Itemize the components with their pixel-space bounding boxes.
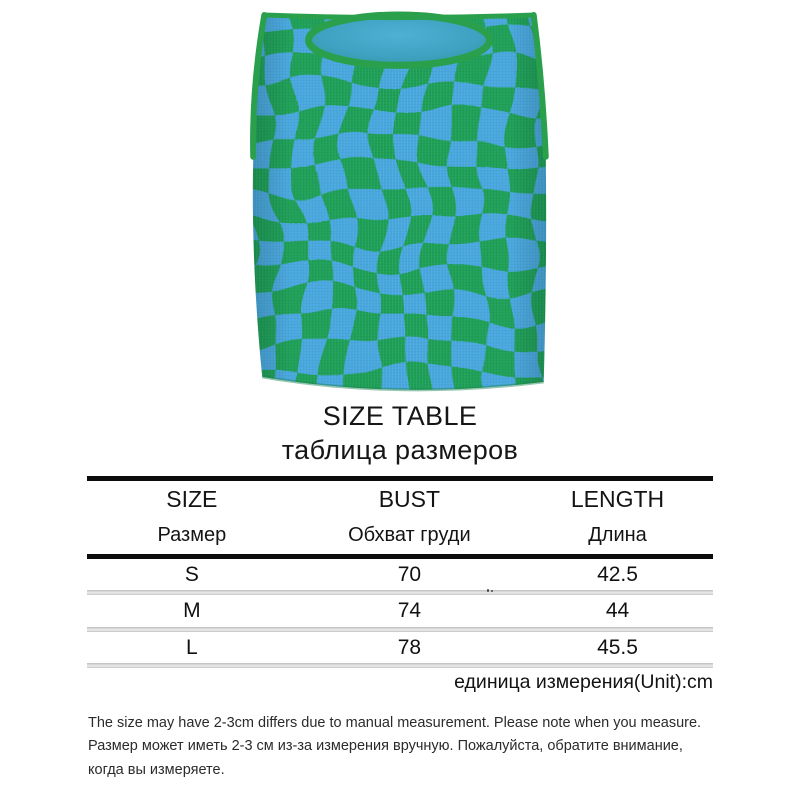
disclaimer-ru: Размер может иметь 2-3 см из-за измерения вручную. Пожалуйста, обратите внимание, когда вы измеряете. <box>88 738 683 778</box>
size-table <box>87 476 713 668</box>
table-header-ru <box>87 517 713 554</box>
disclaimer <box>88 712 720 782</box>
column-header-length-ru: Длина <box>588 524 647 546</box>
table-cell: 42.5 <box>597 563 638 586</box>
table-cell: 44 <box>605 599 630 622</box>
smudge-artifact <box>487 589 493 592</box>
unit-note: единица измерения(Unit):cm <box>454 671 713 693</box>
table-header-en <box>87 481 713 517</box>
disclaimer-en: The size may have 2-3cm differs due to manual measurement. Please note when you measure. <box>88 715 702 731</box>
table-cell: 74 <box>397 599 422 622</box>
table-cell: L <box>186 636 198 659</box>
table-cell: M <box>183 599 201 622</box>
column-header-size-en: SIZE <box>166 486 218 512</box>
table-cell: S <box>184 563 199 586</box>
row-divider <box>87 663 713 668</box>
shoulder-trim <box>264 15 533 18</box>
table-cell: 45.5 <box>597 636 638 659</box>
size-table-title-ru: таблица размеров <box>281 435 519 465</box>
table-row <box>87 632 713 663</box>
column-header-bust-en: BUST <box>378 486 441 512</box>
table-row <box>87 559 713 590</box>
column-header-bust-ru: Обхват груди <box>348 524 471 546</box>
table-row <box>87 595 713 627</box>
column-header-length-en: LENGTH <box>570 486 665 512</box>
table-cell: 70 <box>397 563 422 586</box>
column-header-size-ru: Размер <box>157 524 227 546</box>
tank-top-illustration <box>246 6 554 398</box>
size-table-title-en: SIZE TABLE <box>322 401 478 431</box>
table-cell: 78 <box>397 636 422 659</box>
product-photo <box>246 6 554 398</box>
neckline-trim <box>309 15 490 65</box>
